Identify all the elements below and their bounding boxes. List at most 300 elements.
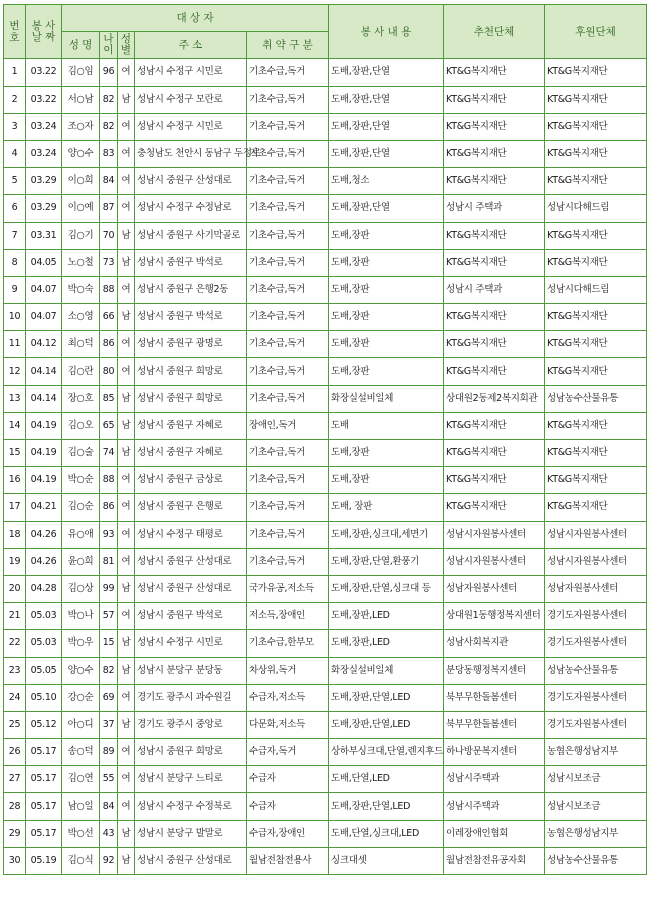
recipient-name: 강○순 [62,684,100,711]
service-date: 05.17 [26,739,62,766]
recipient-name: 송○덕 [62,739,100,766]
recipient-sex: 남 [118,820,135,847]
row-number: 6 [4,195,26,222]
recipient-name: 김○임 [62,59,100,86]
vulnerability-category: 기초수급,독거 [247,86,329,113]
header-category: 취 약 구 분 [247,32,329,59]
vulnerability-category: 기초수급,독거 [247,113,329,140]
sponsoring-org: 성남시보조금 [545,766,647,793]
service-content: 도배,청소 [329,168,444,195]
recommending-org: 성남사회복지관 [444,630,545,657]
service-date: 05.17 [26,793,62,820]
vulnerability-category: 기초수급,독거 [247,358,329,385]
table-row [4,494,647,521]
recipient-name: 남○일 [62,793,100,820]
recipient-name: 아○디 [62,711,100,738]
row-number: 29 [4,820,26,847]
service-content: 도배,장판,단열 [329,59,444,86]
header-service: 봉 사 내 용 [329,5,444,59]
recommending-org: 성남시자원봉사센터 [444,521,545,548]
recommending-org: KT&G복지재단 [444,304,545,331]
recipient-age: 81 [100,548,118,575]
service-content: 도배,단열,LED [329,766,444,793]
recommending-org: KT&G복지재단 [444,222,545,249]
header-sex: 성 별 [118,32,135,59]
service-date: 05.05 [26,657,62,684]
table-row [4,820,647,847]
recipient-address: 성남시 수정구 시민로 [135,59,247,86]
sponsoring-org: 성남시다해드림 [545,195,647,222]
recipient-sex: 남 [118,575,135,602]
recommending-org: KT&G복지재단 [444,249,545,276]
recipient-sex: 여 [118,793,135,820]
recommending-org: KT&G복지재단 [444,412,545,439]
sponsoring-org: 성남농수산물유통 [545,847,647,874]
row-number: 17 [4,494,26,521]
table-row [4,711,647,738]
service-date: 05.19 [26,847,62,874]
recipient-age: 84 [100,793,118,820]
sponsoring-org: 성남농수산물유통 [545,657,647,684]
table-row [4,603,647,630]
recipient-address: 성남시 중원구 자혜로 [135,440,247,467]
sponsoring-org: KT&G복지재단 [545,249,647,276]
recommending-org: KT&G복지재단 [444,168,545,195]
recipient-address: 성남시 중원구 은행로 [135,494,247,521]
recommending-org: KT&G복지재단 [444,113,545,140]
service-date: 05.03 [26,630,62,657]
header-recommender: 추천단체 [444,5,545,59]
recipient-address: 성남시 수정구 시민로 [135,630,247,657]
service-date: 05.17 [26,766,62,793]
recommending-org: 성남시주택과 [444,766,545,793]
row-number: 13 [4,385,26,412]
recipient-age: 88 [100,276,118,303]
recipient-sex: 남 [118,222,135,249]
sponsoring-org: KT&G복지재단 [545,358,647,385]
vulnerability-category: 수급자 [247,793,329,820]
service-content: 도배,장판,단열,LED [329,684,444,711]
sponsoring-org: 성남농수산물유통 [545,385,647,412]
recipient-sex: 남 [118,385,135,412]
recipient-age: 88 [100,467,118,494]
recommending-org: KT&G복지재단 [444,59,545,86]
recipient-name: 서○남 [62,86,100,113]
table-header [4,5,647,59]
recipient-name: 김○상 [62,575,100,602]
service-date: 03.22 [26,59,62,86]
service-content: 도배,장판,단열 [329,195,444,222]
recipient-sex: 여 [118,59,135,86]
vulnerability-category: 기초수급,독거 [247,521,329,548]
recipient-name: 양○수 [62,657,100,684]
row-number: 3 [4,113,26,140]
vulnerability-category: 기초수급,독거 [247,440,329,467]
vulnerability-category: 기초수급,독거 [247,59,329,86]
recipient-sex: 여 [118,140,135,167]
table-body [4,59,647,875]
row-number: 8 [4,249,26,276]
recipient-name: 소○영 [62,304,100,331]
recipient-address: 경기도 광주시 과수원길 [135,684,247,711]
recommending-org: KT&G복지재단 [444,494,545,521]
recipient-sex: 남 [118,630,135,657]
recipient-name: 김○식 [62,847,100,874]
recommending-org: 성남시 주택과 [444,276,545,303]
row-number: 14 [4,412,26,439]
vulnerability-category: 기초수급,독거 [247,331,329,358]
recipient-age: 92 [100,847,118,874]
recipient-sex: 여 [118,766,135,793]
recipient-address: 성남시 수정구 모란로 [135,86,247,113]
recipient-sex: 여 [118,168,135,195]
service-date: 05.03 [26,603,62,630]
recipient-age: 82 [100,113,118,140]
recipient-name: 최○덕 [62,331,100,358]
vulnerability-category: 장애인,독거 [247,412,329,439]
recipient-name: 김○술 [62,440,100,467]
recommending-org: 하나방문복지센터 [444,739,545,766]
vulnerability-category: 수급자 [247,766,329,793]
row-number: 21 [4,603,26,630]
recipient-age: 99 [100,575,118,602]
header-no: 번호 [4,5,26,59]
service-content: 도배,장판,싱크대,세면기 [329,521,444,548]
row-number: 11 [4,331,26,358]
table-row [4,304,647,331]
service-content: 도배,장판,단열,LED [329,711,444,738]
recipient-sex: 여 [118,603,135,630]
recipient-address: 성남시 중원구 희망로 [135,385,247,412]
recipient-age: 43 [100,820,118,847]
recipient-name: 박○선 [62,820,100,847]
recipient-name: 박○나 [62,603,100,630]
header-age: 나 이 [100,32,118,59]
recipient-age: 57 [100,603,118,630]
recipient-address: 성남시 중원구 산성대로 [135,168,247,195]
vulnerability-category: 월남전참전용사 [247,847,329,874]
service-content: 도배,장판,단열,LED [329,793,444,820]
recipient-sex: 남 [118,86,135,113]
service-date: 04.26 [26,521,62,548]
service-content: 화장실설비일체 [329,385,444,412]
service-content: 도배,장판 [329,222,444,249]
recommending-org: 북부무한돌봄센터 [444,684,545,711]
table-row [4,657,647,684]
service-date: 04.19 [26,440,62,467]
row-number: 7 [4,222,26,249]
service-content: 도배,단열,싱크대,LED [329,820,444,847]
recipient-sex: 여 [118,684,135,711]
recipient-address: 성남시 중원구 희망로 [135,358,247,385]
vulnerability-category: 기초수급,독거 [247,222,329,249]
sponsoring-org: 성남시보조금 [545,793,647,820]
sponsoring-org: 경기도자원봉사센터 [545,603,647,630]
service-content: 도배,장판 [329,467,444,494]
row-number: 26 [4,739,26,766]
recipient-age: 73 [100,249,118,276]
recipient-address: 성남시 분당구 느티로 [135,766,247,793]
row-number: 28 [4,793,26,820]
service-date: 04.19 [26,412,62,439]
header-date: 봉 사 날 짜 [26,5,62,59]
table-row [4,847,647,874]
service-content: 도배,장판,단열 [329,113,444,140]
row-number: 19 [4,548,26,575]
row-number: 1 [4,59,26,86]
table-row [4,385,647,412]
sponsoring-org: KT&G복지재단 [545,168,647,195]
sponsoring-org: KT&G복지재단 [545,494,647,521]
table-row [4,766,647,793]
recipient-age: 55 [100,766,118,793]
sponsoring-org: 성남시자원봉사센터 [545,521,647,548]
recommending-org: 성남자원봉사센터 [444,575,545,602]
service-date: 04.14 [26,385,62,412]
sponsoring-org: KT&G복지재단 [545,140,647,167]
row-number: 4 [4,140,26,167]
service-date: 04.28 [26,575,62,602]
table-row [4,59,647,86]
recommending-org: 월남전참전유공자회 [444,847,545,874]
table-row [4,575,647,602]
service-date: 04.05 [26,249,62,276]
service-content: 도배,장판,단열 [329,86,444,113]
table-row [4,412,647,439]
table-row [4,168,647,195]
recommending-org: KT&G복지재단 [444,467,545,494]
recipient-age: 37 [100,711,118,738]
table-row [4,521,647,548]
sponsoring-org: 경기도자원봉사센터 [545,711,647,738]
service-date: 03.22 [26,86,62,113]
recipient-sex: 남 [118,440,135,467]
recipient-age: 15 [100,630,118,657]
recipient-name: 박○우 [62,630,100,657]
header-sponsor: 후원단체 [545,5,647,59]
table-row [4,548,647,575]
sponsoring-org: KT&G복지재단 [545,440,647,467]
service-content: 도배,장판,LED [329,630,444,657]
table-row [4,86,647,113]
recipient-address: 성남시 수정구 태평로 [135,521,247,548]
sponsoring-org: KT&G복지재단 [545,331,647,358]
service-content: 화장실설비일체 [329,657,444,684]
recommending-org: KT&G복지재단 [444,140,545,167]
sponsoring-org: 성남시자원봉사센터 [545,548,647,575]
service-date: 04.19 [26,467,62,494]
vulnerability-category: 수급자,독거 [247,739,329,766]
service-content: 도배,장판 [329,276,444,303]
recipient-age: 87 [100,195,118,222]
recipient-sex: 여 [118,276,135,303]
table-row [4,684,647,711]
recipient-name: 조○자 [62,113,100,140]
row-number: 2 [4,86,26,113]
service-date: 04.26 [26,548,62,575]
recipient-sex: 여 [118,331,135,358]
row-number: 10 [4,304,26,331]
service-date: 04.21 [26,494,62,521]
service-date: 03.24 [26,140,62,167]
service-content: 도배, 장판 [329,494,444,521]
vulnerability-category: 기초수급,독거 [247,249,329,276]
vulnerability-category: 기초수급,독거 [247,276,329,303]
recipient-age: 66 [100,304,118,331]
recipient-sex: 여 [118,113,135,140]
recommending-org: 이레장애인협회 [444,820,545,847]
service-content: 상하부싱크대,단열,렌지후드 [329,739,444,766]
service-record-table [3,4,647,875]
recipient-name: 윤○희 [62,548,100,575]
recommending-org: 상대원2동제2복지회관 [444,385,545,412]
recipient-sex: 남 [118,847,135,874]
recipient-name: 유○애 [62,521,100,548]
row-number: 25 [4,711,26,738]
recipient-age: 80 [100,358,118,385]
service-date: 04.07 [26,276,62,303]
service-date: 03.31 [26,222,62,249]
sponsoring-org: KT&G복지재단 [545,59,647,86]
row-number: 9 [4,276,26,303]
recipient-sex: 여 [118,548,135,575]
vulnerability-category: 기초수급,독거 [247,168,329,195]
recipient-address: 성남시 중원구 산성대로 [135,847,247,874]
service-content: 도배,장판 [329,440,444,467]
service-date: 05.10 [26,684,62,711]
table-row [4,249,647,276]
recipient-address: 성남시 수정구 수정북로 [135,793,247,820]
vulnerability-category: 기초수급,독거 [247,467,329,494]
recipient-address: 성남시 중원구 산성대로 [135,575,247,602]
recipient-address: 성남시 중원구 박석로 [135,249,247,276]
recipient-sex: 여 [118,494,135,521]
recipient-address: 성남시 중원구 금상로 [135,467,247,494]
sponsoring-org: KT&G복지재단 [545,412,647,439]
recommending-org: 성남시주택과 [444,793,545,820]
sponsoring-org: 경기도자원봉사센터 [545,684,647,711]
sponsoring-org: 농협은행성남지부 [545,820,647,847]
vulnerability-category: 기초수급,독거 [247,494,329,521]
table-row [4,113,647,140]
recipient-sex: 남 [118,304,135,331]
service-date: 04.07 [26,304,62,331]
recipient-age: 93 [100,521,118,548]
recipient-age: 89 [100,739,118,766]
recipient-address: 성남시 중원구 희망로 [135,739,247,766]
row-number: 5 [4,168,26,195]
recipient-address: 성남시 중원구 광명로 [135,331,247,358]
service-date: 03.29 [26,195,62,222]
recipient-address: 성남시 중원구 은행2동 [135,276,247,303]
recipient-sex: 여 [118,521,135,548]
recipient-age: 82 [100,657,118,684]
vulnerability-category: 차상위,독거 [247,657,329,684]
service-content: 도배 [329,412,444,439]
sponsoring-org: 경기도자원봉사센터 [545,630,647,657]
header-target-group: 대 상 자 [62,5,329,32]
row-number: 23 [4,657,26,684]
recipient-age: 70 [100,222,118,249]
recipient-address: 성남시 중원구 사기막골로 [135,222,247,249]
vulnerability-category: 저소득,장애인 [247,603,329,630]
recommending-org: KT&G복지재단 [444,331,545,358]
recipient-sex: 여 [118,739,135,766]
table-row [4,793,647,820]
table-row [4,467,647,494]
service-content: 도배,장판 [329,358,444,385]
table-row [4,195,647,222]
service-date: 03.24 [26,113,62,140]
recipient-name: 양○수 [62,140,100,167]
sponsoring-org: KT&G복지재단 [545,467,647,494]
row-number: 18 [4,521,26,548]
recipient-age: 86 [100,494,118,521]
row-number: 12 [4,358,26,385]
recipient-name: 김○오 [62,412,100,439]
vulnerability-category: 수급자,장애인 [247,820,329,847]
recipient-age: 96 [100,59,118,86]
service-content: 싱크대셋 [329,847,444,874]
table-row [4,140,647,167]
service-date: 05.17 [26,820,62,847]
service-date: 04.12 [26,331,62,358]
table-row [4,440,647,467]
recipient-name: 김○기 [62,222,100,249]
sponsoring-org: KT&G복지재단 [545,222,647,249]
table-row [4,331,647,358]
service-content: 도배,장판 [329,249,444,276]
recipient-address: 성남시 중원구 자혜로 [135,412,247,439]
recipient-name: 박○순 [62,467,100,494]
recipient-name: 장○호 [62,385,100,412]
recipient-address: 성남시 중원구 박석로 [135,603,247,630]
recipient-address: 성남시 중원구 박석로 [135,304,247,331]
recipient-address: 성남시 수정구 시민로 [135,113,247,140]
vulnerability-category: 기초수급,한부모 [247,630,329,657]
recipient-address: 충청남도 천안시 동남구 두정로 [135,140,247,167]
recommending-org: 성남시 주택과 [444,195,545,222]
recommending-org: 성남시자원봉사센터 [444,548,545,575]
table-row [4,276,647,303]
service-content: 도배,장판,단열,싱크대 등 [329,575,444,602]
vulnerability-category: 기초수급,독거 [247,195,329,222]
recommending-org: KT&G복지재단 [444,86,545,113]
recommending-org: KT&G복지재단 [444,440,545,467]
recipient-sex: 남 [118,412,135,439]
row-number: 24 [4,684,26,711]
recipient-age: 82 [100,86,118,113]
row-number: 20 [4,575,26,602]
service-content: 도배,장판,단열 [329,140,444,167]
service-content: 도배,장판,단열,환풍기 [329,548,444,575]
service-content: 도배,장판 [329,304,444,331]
sponsoring-org: KT&G복지재단 [545,304,647,331]
recipient-sex: 남 [118,711,135,738]
vulnerability-category: 수급자,저소득 [247,684,329,711]
service-date: 03.29 [26,168,62,195]
table-row [4,739,647,766]
recipient-name: 박○숙 [62,276,100,303]
recipient-sex: 여 [118,467,135,494]
recipient-address: 성남시 중원구 산성대로 [135,548,247,575]
sponsoring-org: KT&G복지재단 [545,86,647,113]
recommending-org: KT&G복지재단 [444,358,545,385]
service-date: 05.12 [26,711,62,738]
row-number: 16 [4,467,26,494]
recipient-name: 이○희 [62,168,100,195]
sponsoring-org: 성남시다해드림 [545,276,647,303]
